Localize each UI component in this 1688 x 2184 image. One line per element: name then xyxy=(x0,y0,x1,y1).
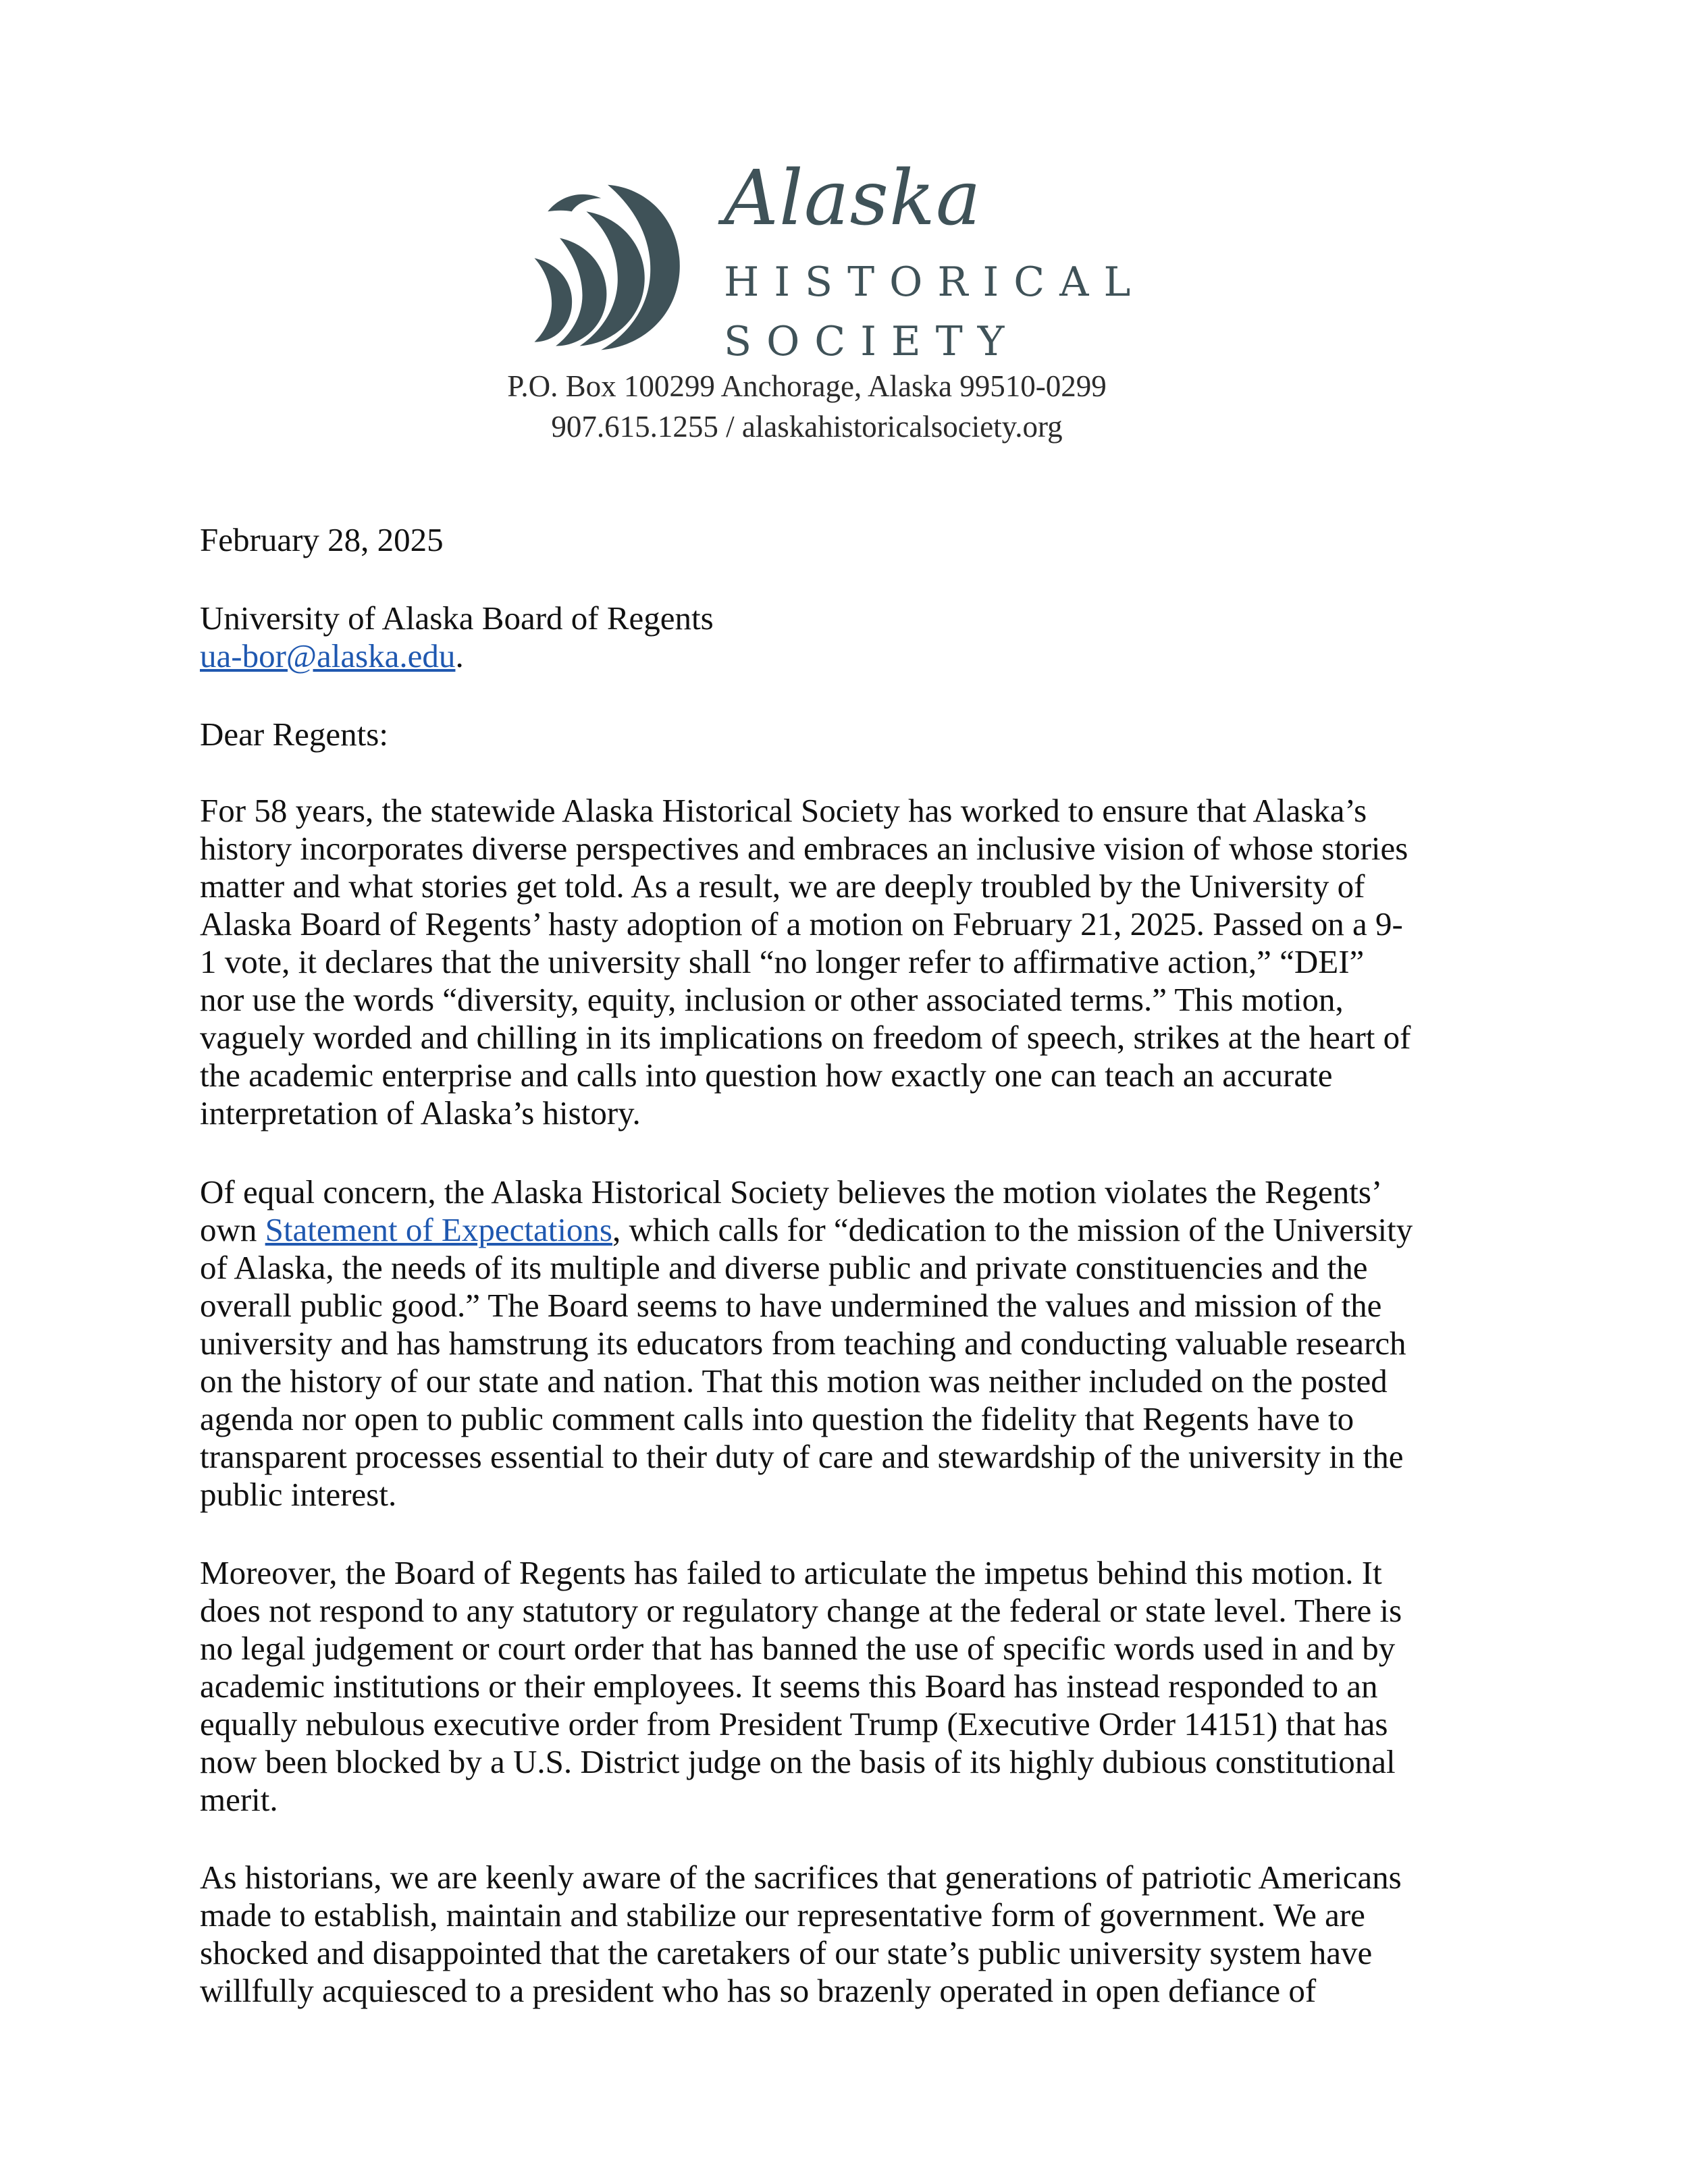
paragraph-line: does not respond to any statutory or regulatory change at the federal or state level. There is xyxy=(200,1592,1402,1629)
recipient-email-line xyxy=(200,637,1483,675)
paragraph-line: Of equal concern, the Alaska Historical Society believes the motion violates the Regents’ xyxy=(200,1173,1383,1210)
paragraph-3 xyxy=(200,1554,1483,1819)
paragraph-line: vaguely worded and chilling in its implications on freedom of speech, strikes at the heart of xyxy=(200,1019,1411,1056)
paragraph-line-with-link xyxy=(200,1211,1483,1249)
paragraph-line: As historians, we are keenly aware of the sacrifices that generations of patriotic Americans xyxy=(200,1859,1402,1896)
paragraph-line: of Alaska, the needs of its multiple and diverse public and private constituencies and the xyxy=(200,1249,1368,1286)
phone-and-website: 907.615.1255 / alaskahistoricalsociety.org xyxy=(551,410,1063,444)
paragraph-line: university and has hamstrung its educators from teaching and conducting valuable research xyxy=(200,1325,1406,1362)
paragraph-line: academic institutions or their employees. It seems this Board has instead responded to an xyxy=(200,1668,1378,1705)
paragraph-line: made to establish, maintain and stabilize our representative form of government. We are xyxy=(200,1896,1365,1934)
recipient-block xyxy=(200,600,1483,675)
org-name-historical: HISTORICAL xyxy=(724,259,1146,306)
paragraph-line: no legal judgement or court order that has banned the use of specific words used in and by xyxy=(200,1630,1396,1667)
recipient-email-link[interactable]: ua-bor@alaska.edu xyxy=(200,637,456,674)
paragraph-line: matter and what stories get told. As a result, we are deeply troubled by the University of xyxy=(200,868,1365,905)
paragraph-line: 1 vote, it declares that the university shall “no longer refer to affirmative action,” “DEI” xyxy=(200,943,1365,980)
link-suffix-text: , which calls for “dedication to the mission of the University xyxy=(612,1211,1413,1248)
paragraph-4 xyxy=(200,1859,1483,2010)
paragraph-line: now been blocked by a U.S. District judge on the basis of its highly dubious constitutional xyxy=(200,1743,1396,1780)
paragraph-2 xyxy=(200,1173,1483,1514)
paragraph-line: public interest. xyxy=(200,1476,397,1513)
link-prefix-text: own xyxy=(200,1211,265,1248)
paragraph-line: the academic enterprise and calls into question how exactly one can teach an accurate xyxy=(200,1057,1333,1094)
paragraph-line: on the history of our state and nation. That this motion was neither included on the posted xyxy=(200,1362,1388,1400)
salutation xyxy=(200,716,1483,753)
recipient-name: University of Alaska Board of Regents xyxy=(200,600,714,637)
paragraph-line: interpretation of Alaska’s history. xyxy=(200,1094,641,1131)
paragraph-line: equally nebulous executive order from President Trump (Executive Order 14151) that has xyxy=(200,1705,1388,1742)
bird-wing-logo-icon xyxy=(508,170,708,373)
paragraph-line: history incorporates diverse perspectives and embraces an inclusive vision of whose stories xyxy=(200,830,1408,867)
org-name-script: Alaska xyxy=(724,155,982,242)
paragraph-1 xyxy=(200,792,1483,1132)
paragraph-line: For 58 years, the statewide Alaska Historical Society has worked to ensure that Alaska’s xyxy=(200,792,1367,829)
salutation-text: Dear Regents: xyxy=(200,716,388,753)
letter-date xyxy=(200,521,1483,559)
paragraph-line: nor use the words “diversity, equity, inclusion or other associated terms.” This motion, xyxy=(200,981,1344,1018)
mailing-address: P.O. Box 100299 Anchorage, Alaska 99510-0299 xyxy=(507,369,1107,403)
statement-of-expectations-link[interactable]: Statement of Expectations xyxy=(265,1211,612,1248)
date-text: February 28, 2025 xyxy=(200,521,444,558)
paragraph-line: merit. xyxy=(200,1781,278,1818)
paragraph-line: Alaska Board of Regents’ hasty adoption of a motion on February 21, 2025. Passed on a 9- xyxy=(200,905,1403,942)
org-name-society: SOCIETY xyxy=(724,318,1020,365)
paragraph-line: agenda nor open to public comment calls into question the fidelity that Regents have to xyxy=(200,1400,1354,1437)
paragraph-line: transparent processes essential to their duty of care and stewardship of the university in the xyxy=(200,1438,1404,1475)
paragraph-line: overall public good.” The Board seems to have undermined the values and mission of the xyxy=(200,1287,1382,1324)
paragraph-line: Moreover, the Board of Regents has failed to articulate the impetus behind this motion. It xyxy=(200,1554,1382,1591)
paragraph-line: willfully acquiesced to a president who has so brazenly operated in open defiance of xyxy=(200,1972,1317,2009)
paragraph-line: shocked and disappointed that the caretakers of our state’s public university system have xyxy=(200,1934,1373,1971)
recipient-email-period: . xyxy=(455,637,464,674)
